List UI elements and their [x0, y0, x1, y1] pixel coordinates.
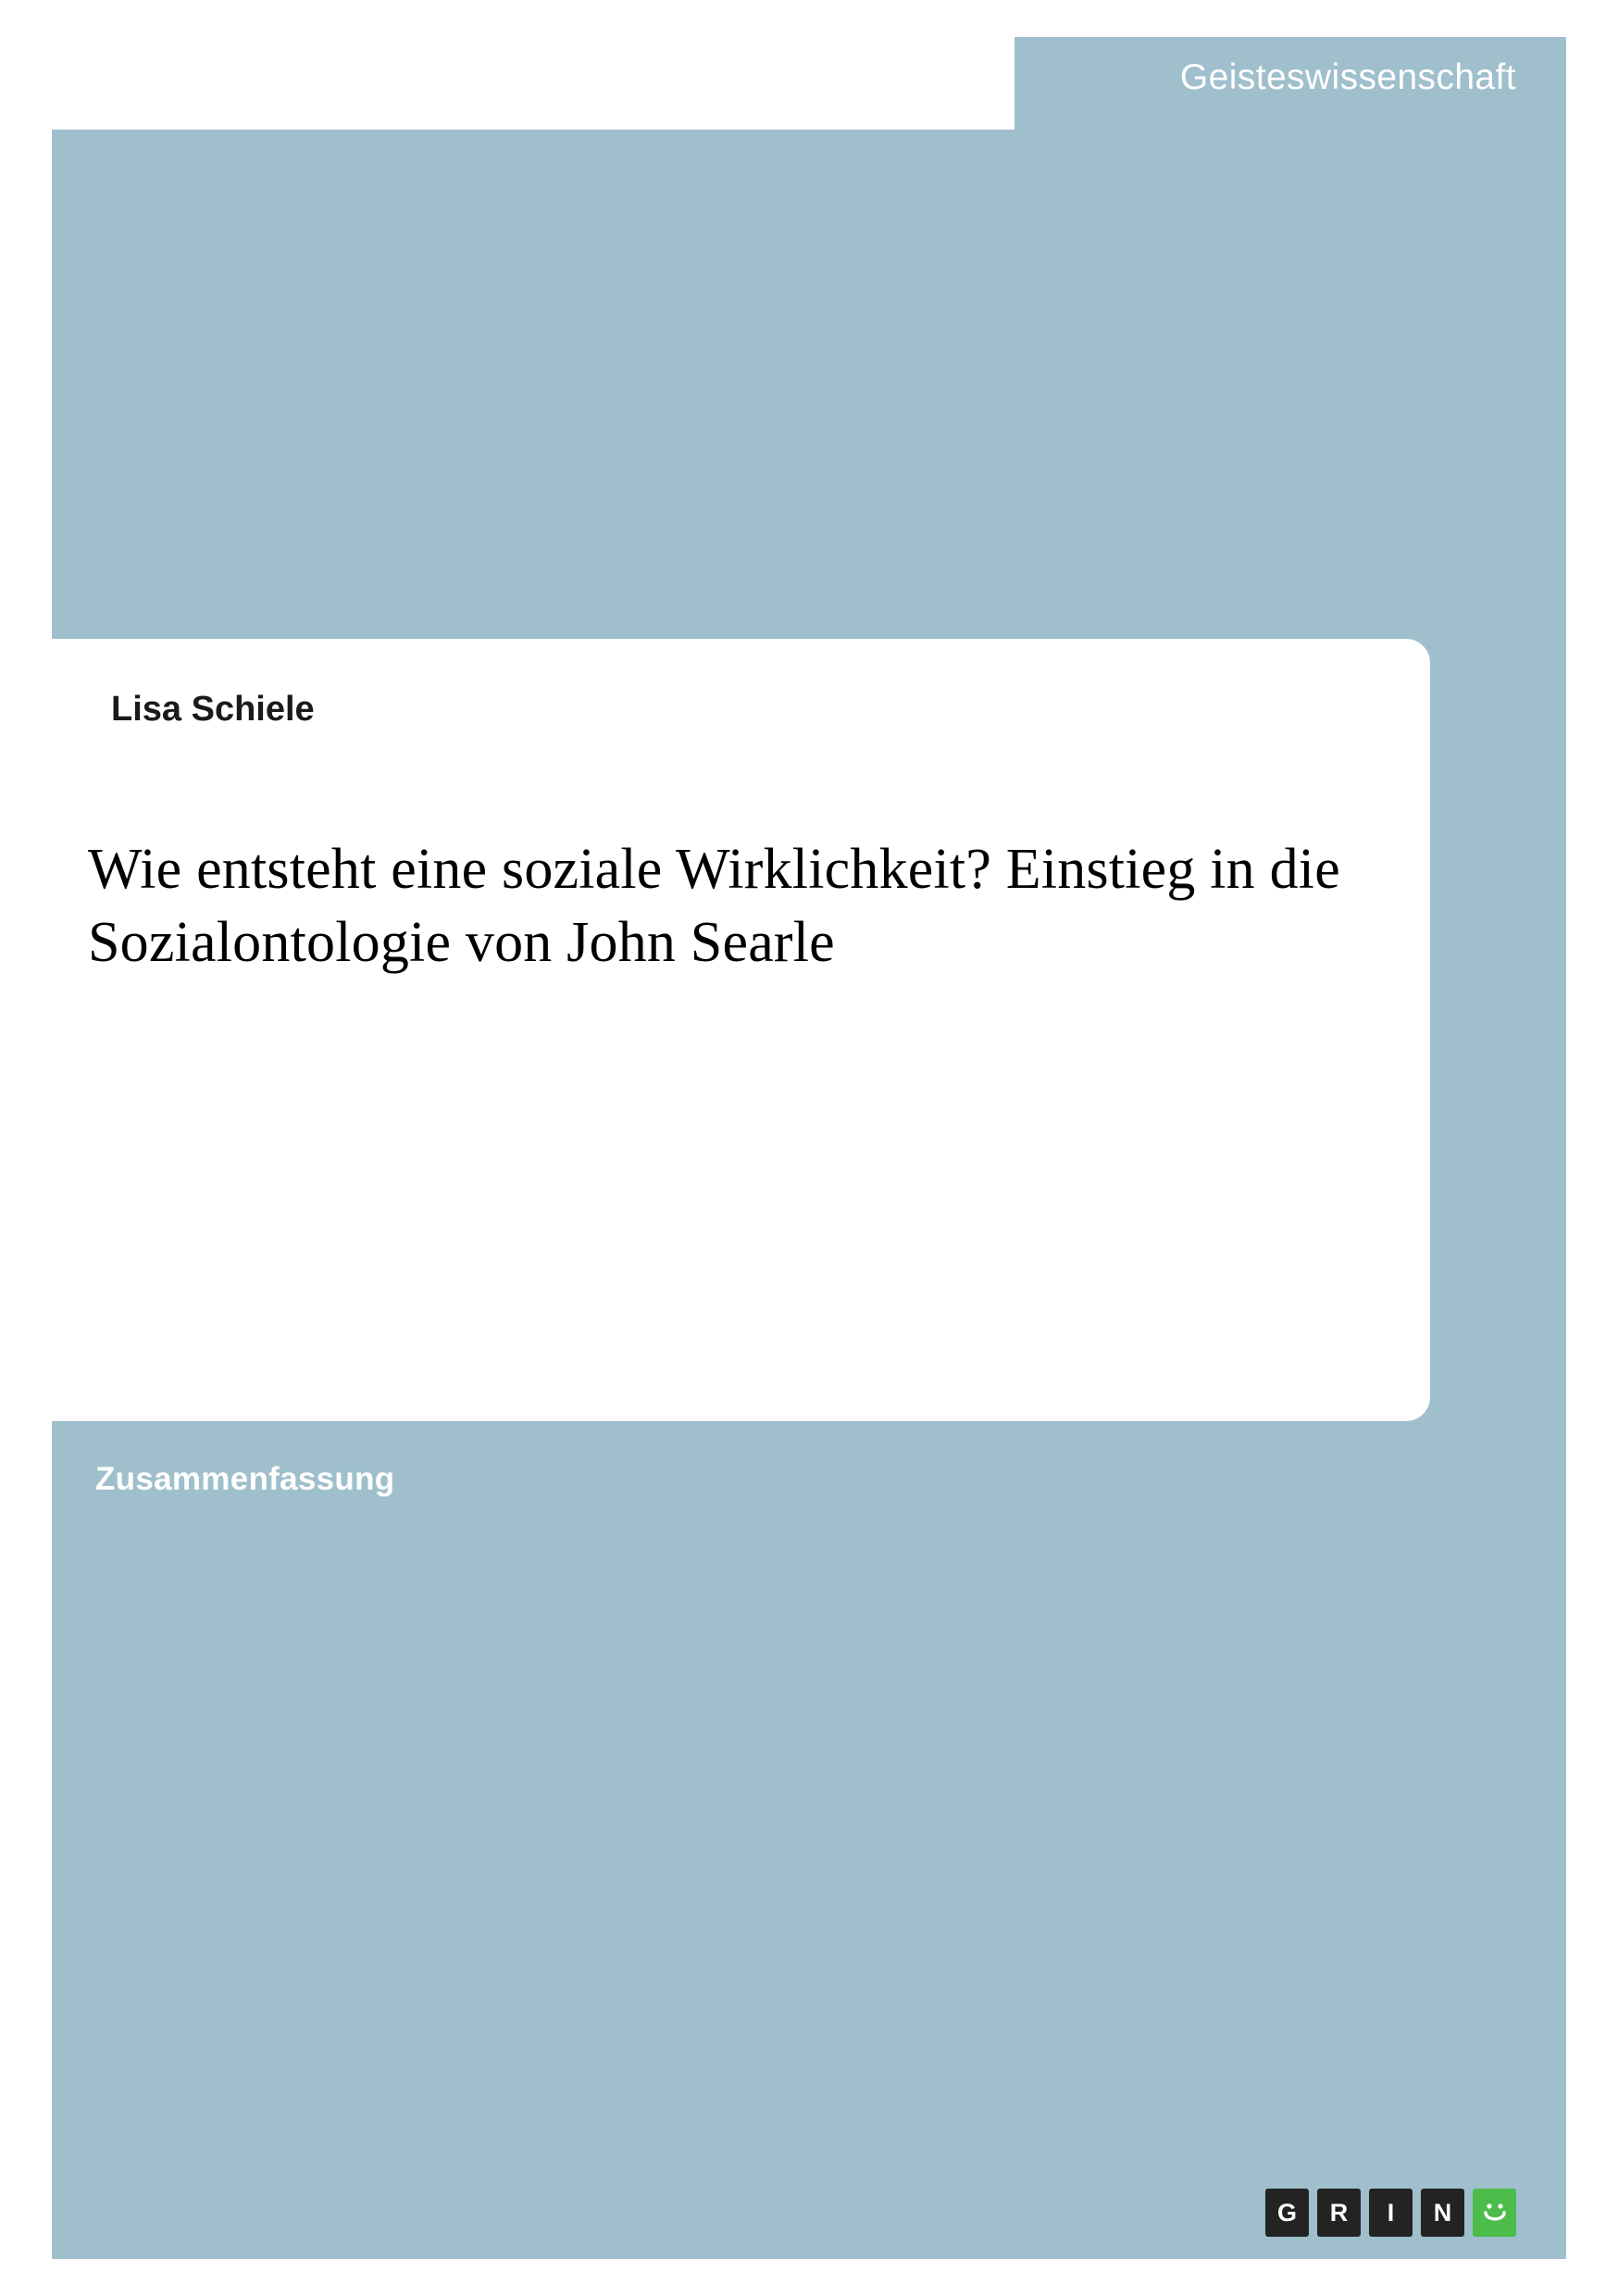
- title-card: [0, 639, 1430, 1421]
- author-name: Lisa Schiele: [111, 690, 315, 729]
- document-type-label: Zusammenfassung: [95, 1461, 395, 1497]
- logo-letter-r: R: [1317, 2189, 1361, 2237]
- logo-letter-g: G: [1265, 2189, 1309, 2237]
- category-label: Geisteswissenschaft: [1179, 57, 1516, 97]
- grin-logo: [1265, 2189, 1516, 2237]
- page-title: Wie entsteht eine soziale Wirklichkeit? Einstieg in die Sozialontologie von John Searle: [88, 838, 1340, 975]
- cover-top-notch: [52, 37, 1014, 130]
- logo-letter-i: I: [1369, 2189, 1413, 2237]
- smiley-face-icon: [1473, 2189, 1516, 2237]
- logo-letter-n: N: [1421, 2189, 1464, 2237]
